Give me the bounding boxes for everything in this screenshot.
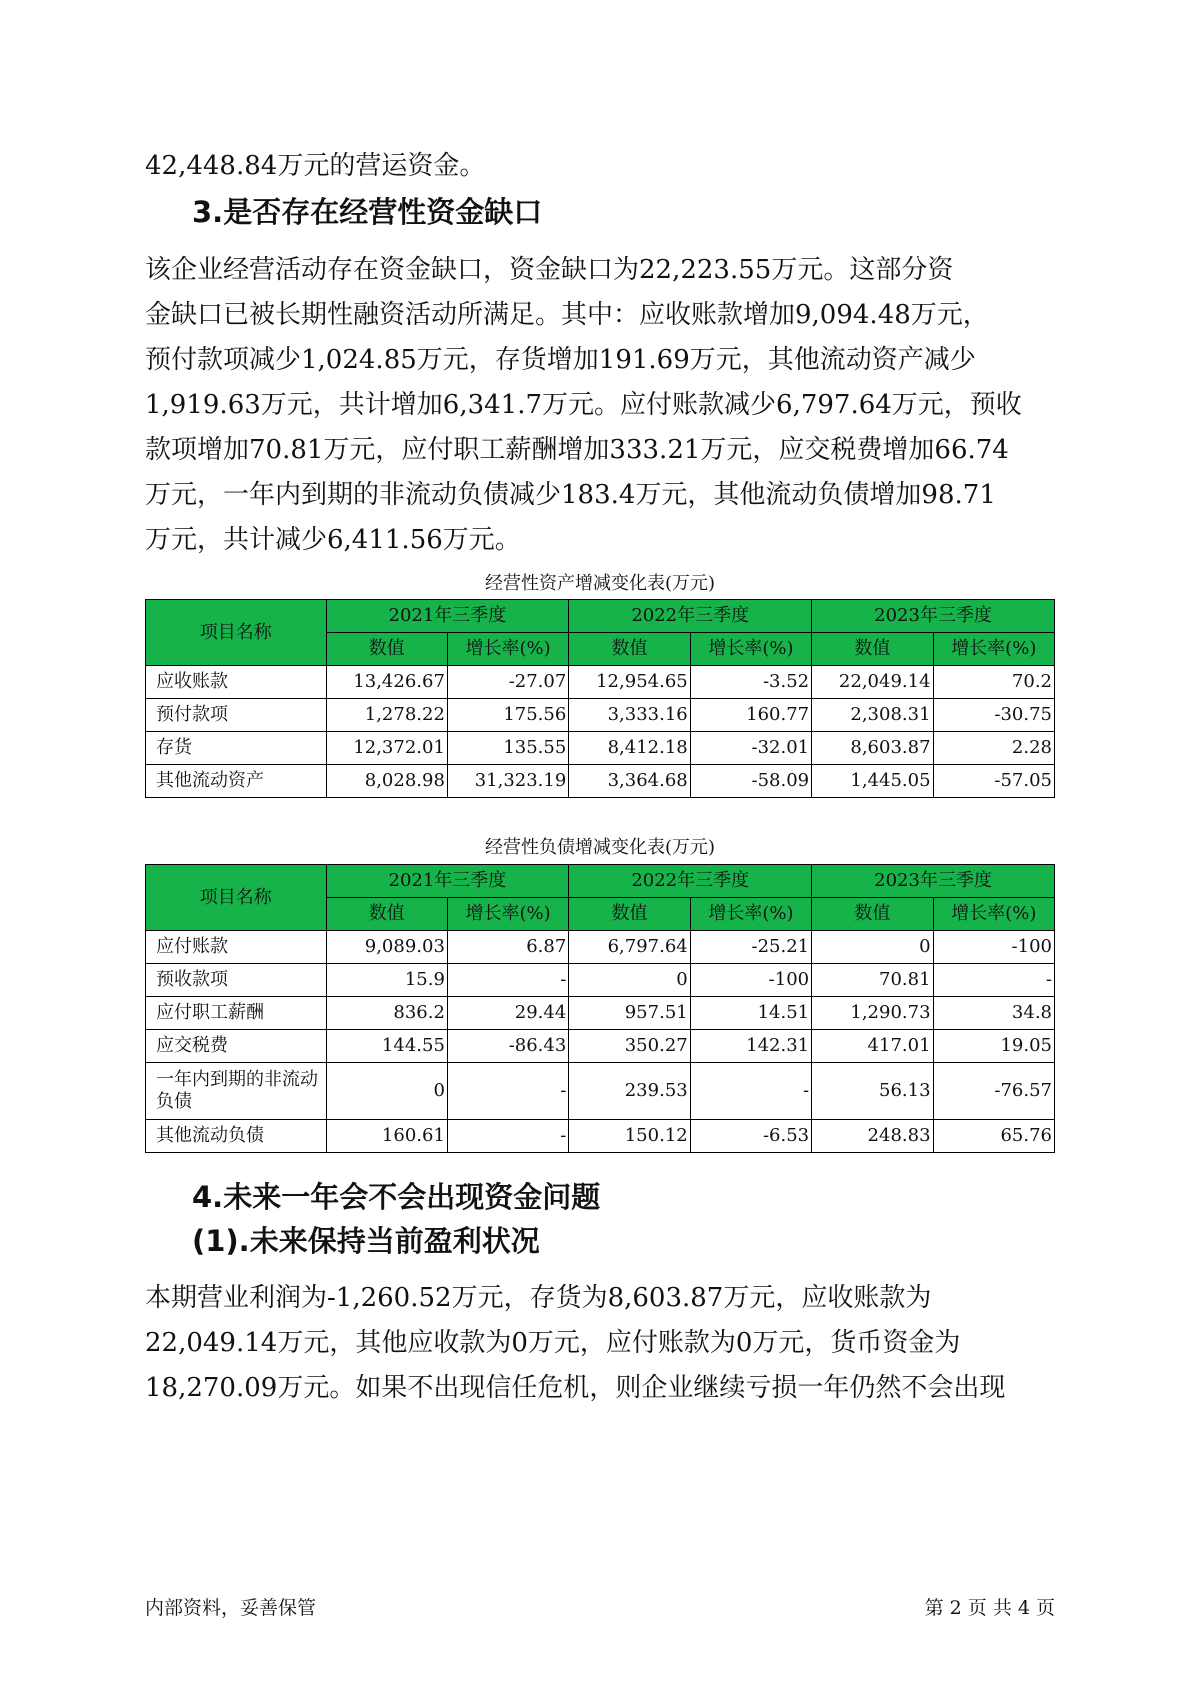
table-cell: 13,426.67 xyxy=(326,666,447,699)
table-cell: 15.9 xyxy=(326,964,447,997)
intro-paragraph xyxy=(145,144,1055,189)
table-cell: -3.52 xyxy=(690,666,811,699)
table-row xyxy=(146,666,1055,699)
row-item-name: 应交税费 xyxy=(146,1030,327,1063)
table-cell: 957.51 xyxy=(569,997,690,1030)
table-cell: 12,954.65 xyxy=(569,666,690,699)
table-row xyxy=(146,964,1055,997)
table-cell: 29.44 xyxy=(447,997,568,1030)
table-row xyxy=(146,1063,1055,1120)
table-cell: 144.55 xyxy=(326,1030,447,1063)
table-row xyxy=(146,765,1055,798)
text-line: 金缺口已被长期性融资活动所满足。其中：应收账款增加9,094.48万元， xyxy=(145,300,989,330)
table-cell: 8,603.87 xyxy=(812,732,933,765)
table-cell: 350.27 xyxy=(569,1030,690,1063)
table-cell: 142.31 xyxy=(690,1030,811,1063)
section-heading-4: 4.未来一年会不会出现资金问题 xyxy=(192,1180,601,1214)
growth-rate-column-header: 增长率(%) xyxy=(933,898,1054,931)
item-name-header: 项目名称 xyxy=(146,865,327,931)
period-header: 2022年三季度 xyxy=(569,600,812,633)
text-line: 18,270.09万元。如果不出现信任危机，则企业继续亏损一年仍然不会出现 xyxy=(145,1373,1006,1403)
table-cell: 22,049.14 xyxy=(812,666,933,699)
table-row xyxy=(146,997,1055,1030)
table-cell: 6.87 xyxy=(447,931,568,964)
row-item-name: 一年内到期的非流动负债 xyxy=(146,1063,327,1120)
table-cell: 248.83 xyxy=(812,1120,933,1153)
table-cell: 160.61 xyxy=(326,1120,447,1153)
table-cell: -30.75 xyxy=(933,699,1054,732)
table-cell: -86.43 xyxy=(447,1030,568,1063)
table-cell: -32.01 xyxy=(690,732,811,765)
text-line: 万元，一年内到期的非流动负债减少183.4万元，其他流动负债增加98.71 xyxy=(145,480,996,510)
table-cell: 31,323.19 xyxy=(447,765,568,798)
table-cell: 14.51 xyxy=(690,997,811,1030)
subsection-heading-4-1: (1).未来保持当前盈利状况 xyxy=(192,1224,540,1258)
period-header: 2021年三季度 xyxy=(326,600,569,633)
row-item-name: 应付职工薪酬 xyxy=(146,997,327,1030)
table-cell: 1,445.05 xyxy=(812,765,933,798)
liabilities-table-caption: 经营性负债增减变化表(万元) xyxy=(484,837,716,858)
section-heading-3: 3.是否存在经营性资金缺口 xyxy=(192,195,543,229)
funding-gap-paragraph xyxy=(145,248,1055,563)
table-row xyxy=(146,732,1055,765)
table-cell: -100 xyxy=(690,964,811,997)
table-cell: 34.8 xyxy=(933,997,1054,1030)
operating-assets-table xyxy=(145,599,1055,798)
row-item-name: 其他流动资产 xyxy=(146,765,327,798)
table-cell: 8,412.18 xyxy=(569,732,690,765)
table-cell: - xyxy=(447,1120,568,1153)
footer-confidential-note: 内部资料，妥善保管 xyxy=(145,1597,317,1619)
footer-page-number: 第 2 页 共 4 页 xyxy=(924,1597,1055,1619)
table-cell: 9,089.03 xyxy=(326,931,447,964)
growth-rate-column-header: 增长率(%) xyxy=(690,898,811,931)
period-header: 2023年三季度 xyxy=(812,865,1055,898)
item-name-header: 项目名称 xyxy=(146,600,327,666)
text-line: 本期营业利润为-1,260.52万元，存货为8,603.87万元，应收账款为 xyxy=(145,1283,932,1313)
table-cell: 8,028.98 xyxy=(326,765,447,798)
text-line: 42,448.84万元的营运资金。 xyxy=(145,151,486,181)
table-cell: 239.53 xyxy=(569,1063,690,1120)
table-cell: 70.2 xyxy=(933,666,1054,699)
table-cell: -100 xyxy=(933,931,1054,964)
value-column-header: 数值 xyxy=(569,898,690,931)
table-cell: 836.2 xyxy=(326,997,447,1030)
table-cell: 1,290.73 xyxy=(812,997,933,1030)
table-cell: 0 xyxy=(326,1063,447,1120)
table-cell: 12,372.01 xyxy=(326,732,447,765)
growth-rate-column-header: 增长率(%) xyxy=(447,898,568,931)
table-cell: 3,364.68 xyxy=(569,765,690,798)
period-header: 2022年三季度 xyxy=(569,865,812,898)
text-line: 款项增加70.81万元，应付职工薪酬增加333.21万元，应交税费增加66.74 xyxy=(145,435,1009,465)
operating-liabilities-table xyxy=(145,864,1055,1153)
table-cell: - xyxy=(690,1063,811,1120)
period-header: 2023年三季度 xyxy=(812,600,1055,633)
table-cell: 6,797.64 xyxy=(569,931,690,964)
value-column-header: 数值 xyxy=(569,633,690,666)
table-cell: 2.28 xyxy=(933,732,1054,765)
table-cell: -76.57 xyxy=(933,1063,1054,1120)
row-item-name: 存货 xyxy=(146,732,327,765)
row-item-name: 预收款项 xyxy=(146,964,327,997)
table-cell: 70.81 xyxy=(812,964,933,997)
text-line: 22,049.14万元，其他应收款为0万元，应付账款为0万元，货币资金为 xyxy=(145,1328,961,1358)
table-cell: 135.55 xyxy=(447,732,568,765)
table-cell: 19.05 xyxy=(933,1030,1054,1063)
row-item-name: 其他流动负债 xyxy=(146,1120,327,1153)
value-column-header: 数值 xyxy=(326,898,447,931)
table-cell: - xyxy=(933,964,1054,997)
table-cell: 65.76 xyxy=(933,1120,1054,1153)
row-item-name: 预付款项 xyxy=(146,699,327,732)
growth-rate-column-header: 增长率(%) xyxy=(933,633,1054,666)
table-cell: 3,333.16 xyxy=(569,699,690,732)
value-column-header: 数值 xyxy=(812,898,933,931)
text-line: 1,919.63万元，共计增加6,341.7万元。应付账款减少6,797.64万元，预收 xyxy=(145,390,1022,420)
growth-rate-column-header: 增长率(%) xyxy=(447,633,568,666)
table-cell: 175.56 xyxy=(447,699,568,732)
table-cell: - xyxy=(447,964,568,997)
table-row xyxy=(146,1120,1055,1153)
table-cell: 56.13 xyxy=(812,1063,933,1120)
table-cell: -27.07 xyxy=(447,666,568,699)
table-row xyxy=(146,1030,1055,1063)
text-line: 万元，共计减少6,411.56万元。 xyxy=(145,525,521,555)
table-cell: 2,308.31 xyxy=(812,699,933,732)
table-cell: 0 xyxy=(812,931,933,964)
table-cell: -57.05 xyxy=(933,765,1054,798)
table-cell: 150.12 xyxy=(569,1120,690,1153)
period-header: 2021年三季度 xyxy=(326,865,569,898)
row-item-name: 应收账款 xyxy=(146,666,327,699)
table-cell: 0 xyxy=(569,964,690,997)
table-cell: -25.21 xyxy=(690,931,811,964)
table-cell: - xyxy=(447,1063,568,1120)
table-cell: 417.01 xyxy=(812,1030,933,1063)
table-cell: 1,278.22 xyxy=(326,699,447,732)
future-outlook-paragraph xyxy=(145,1276,1055,1411)
value-column-header: 数值 xyxy=(812,633,933,666)
row-item-name: 应付账款 xyxy=(146,931,327,964)
text-line: 该企业经营活动存在资金缺口，资金缺口为22,223.55万元。这部分资 xyxy=(145,255,954,285)
table-cell: 160.77 xyxy=(690,699,811,732)
table-row xyxy=(146,931,1055,964)
table-cell: -58.09 xyxy=(690,765,811,798)
table-row xyxy=(146,699,1055,732)
value-column-header: 数值 xyxy=(326,633,447,666)
text-line: 预付款项减少1,024.85万元，存货增加191.69万元，其他流动资产减少 xyxy=(145,345,976,375)
table-cell: -6.53 xyxy=(690,1120,811,1153)
growth-rate-column-header: 增长率(%) xyxy=(690,633,811,666)
assets-table-caption: 经营性资产增减变化表(万元) xyxy=(484,573,716,594)
